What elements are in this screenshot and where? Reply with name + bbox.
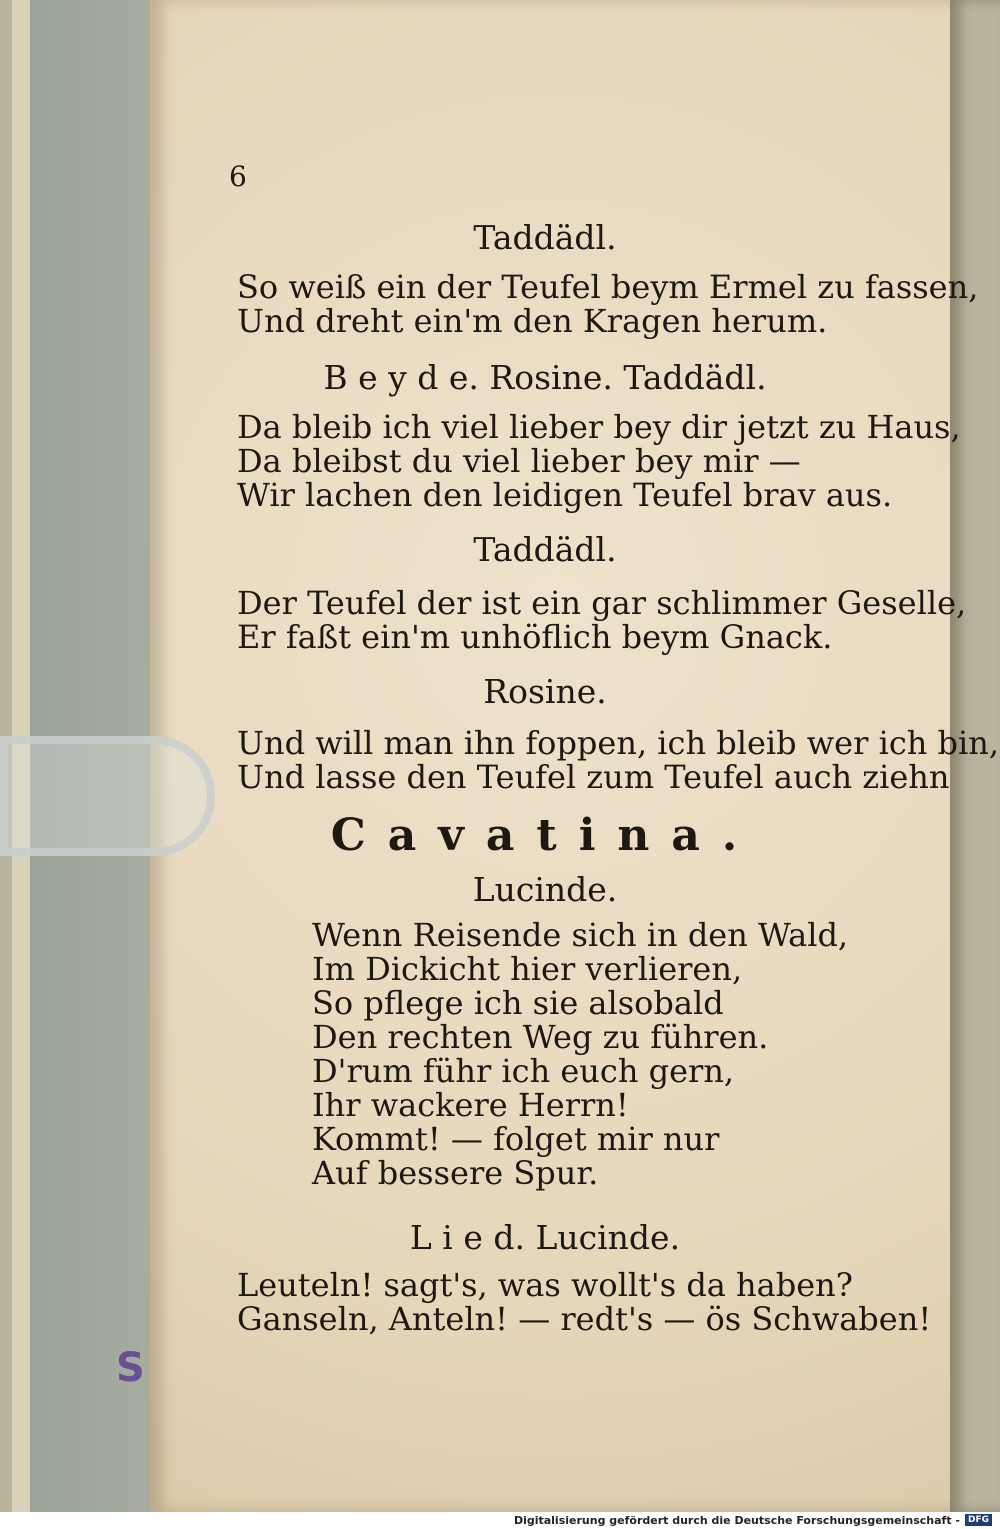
dfg-logo: DFG: [965, 1514, 992, 1526]
verse-line: Wenn Reisende sich in den Wald,: [312, 916, 849, 954]
verse-line: Da bleib ich viel lieber bey dir jetzt zu Haus,: [237, 408, 961, 446]
section-title: Cavatina.: [330, 810, 760, 861]
verse-line: So pflege ich sie alsobald: [312, 984, 724, 1022]
page-number: 6: [229, 160, 247, 193]
verse-line: Leuteln! sagt's, was wollt's da haben?: [237, 1266, 853, 1304]
verse-line: Kommt! — folget mir nur: [312, 1120, 720, 1158]
verse-line: Da bleibst du viel lieber bey mir —: [237, 442, 801, 480]
speaker-heading: Rosine.: [483, 672, 607, 711]
speaker-heading: Lucinde.: [472, 870, 618, 909]
footer-credit: Digitalisierung gefördert durch die Deutsche Forschungsgemeinschaft -: [513, 1514, 960, 1527]
verse-line: Er faßt ein'm unhöflich beym Gnack.: [237, 618, 833, 656]
speaker-heading: L i e d. Lucinde.: [409, 1218, 681, 1257]
verse-line: Im Dickicht hier verlieren,: [312, 950, 743, 988]
verse-line: Wir lachen den leidigen Teufel brav aus.: [237, 476, 893, 514]
plastic-clip: [0, 736, 215, 856]
verse-line: Und will man ihn foppen, ich bleib wer ich bin,: [237, 724, 1000, 762]
verse-line: Ihr wackere Herrn!: [312, 1086, 629, 1124]
speaker-heading: Taddädl.: [473, 218, 617, 257]
verse-line: Den rechten Weg zu führen.: [312, 1018, 769, 1056]
verse-line: Und lasse den Teufel zum Teufel auch ziehn: [237, 758, 950, 796]
library-stamp: S: [116, 1345, 145, 1391]
speaker-heading: Taddädl.: [473, 530, 617, 569]
verse-line: Der Teufel der ist ein gar schlimmer Geselle,: [237, 584, 967, 622]
speaker-heading: B e y d e. Rosine. Taddädl.: [323, 358, 767, 397]
verse-line: So weiß ein der Teufel beym Ermel zu fassen,: [237, 268, 979, 306]
verse-line: Und dreht ein'm den Kragen herum.: [237, 302, 828, 340]
verse-line: Auf bessere Spur.: [312, 1154, 599, 1192]
verse-line: D'rum führ ich euch gern,: [312, 1052, 735, 1090]
verse-line: Ganseln, Anteln! — redt's — ös Schwaben!: [237, 1300, 932, 1338]
